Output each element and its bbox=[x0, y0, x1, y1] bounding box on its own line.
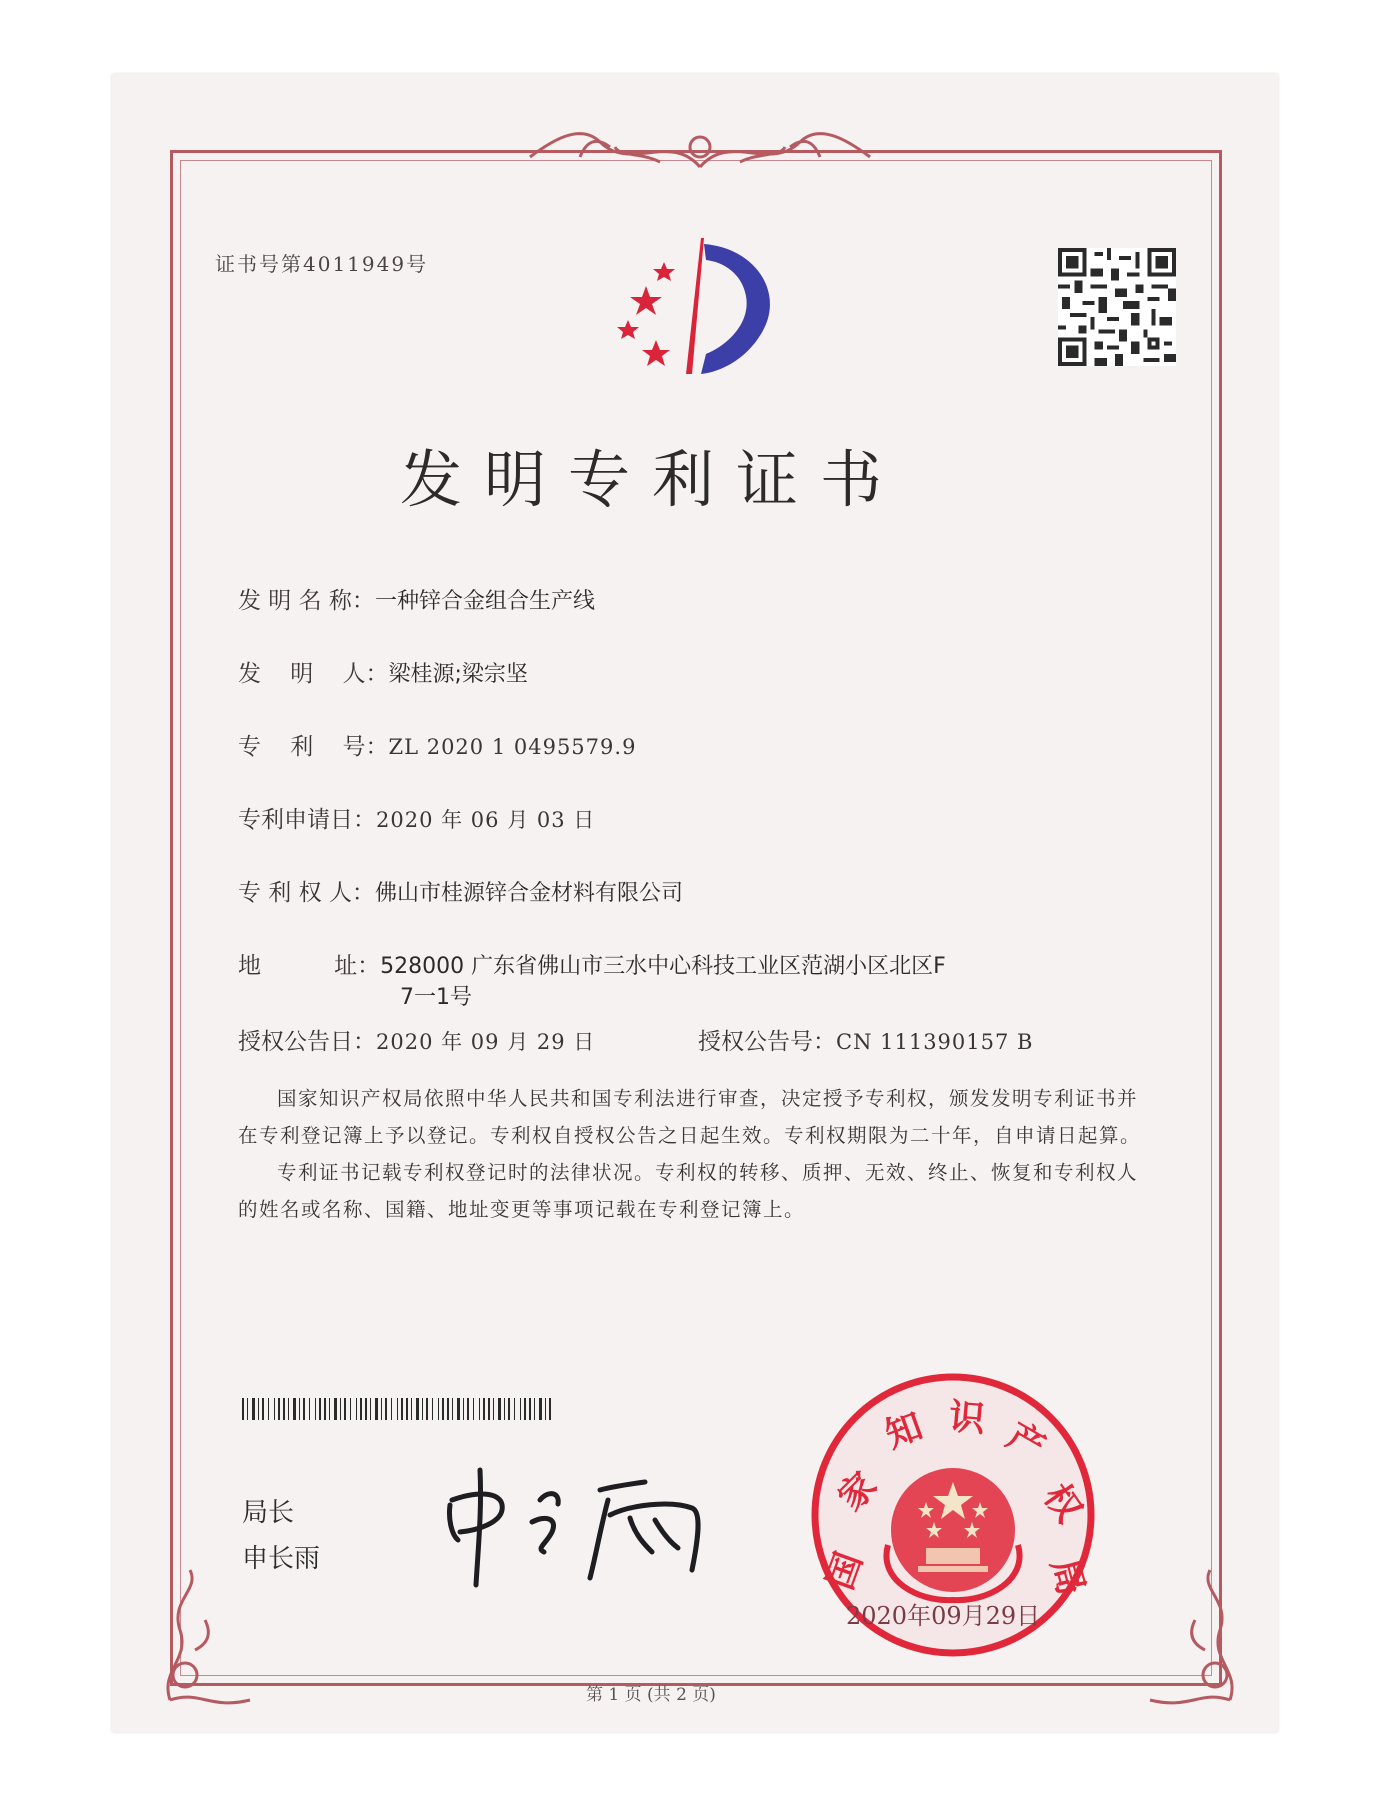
director-signature bbox=[440, 1460, 710, 1590]
svg-text:局: 局 bbox=[1042, 1554, 1092, 1600]
director-name: 申长雨 bbox=[242, 1544, 321, 1574]
seal-date: 2020年09月29日 bbox=[846, 1602, 1041, 1630]
page-indicator: 第 1 页 (共 2 页) bbox=[586, 1685, 716, 1705]
grant-number-value: CN 111390157 B bbox=[836, 1030, 1034, 1054]
address-line-1: 528000 广东省佛山市三水中心科技工业区范湖小区北区F bbox=[380, 954, 946, 979]
grant-date-row bbox=[238, 1023, 595, 1056]
invention-name-value: 一种锌合金组合生产线 bbox=[374, 589, 595, 614]
svg-text:国: 国 bbox=[819, 1547, 871, 1595]
svg-text:家: 家 bbox=[830, 1464, 886, 1520]
filing-date-label: 专利申请日： bbox=[238, 807, 376, 833]
inventor-row bbox=[238, 655, 528, 688]
qr-code-icon bbox=[1058, 248, 1176, 366]
inventor-value: 梁桂源;梁宗坚 bbox=[388, 662, 528, 687]
certificate-number: 证书号第4011949号 bbox=[215, 252, 429, 276]
filing-date-row bbox=[238, 801, 595, 834]
patent-number-label: 专 利 号： bbox=[238, 734, 389, 760]
svg-text:识: 识 bbox=[947, 1396, 987, 1441]
cnipa-logo-icon bbox=[606, 234, 790, 380]
address-row-2 bbox=[400, 980, 472, 1011]
page-title: 发明专利证书 bbox=[400, 443, 905, 516]
patent-number-row bbox=[238, 728, 636, 761]
inventor-label: 发 明 人： bbox=[238, 661, 389, 687]
director-title: 局长 bbox=[242, 1498, 295, 1528]
address-label: 地 址： bbox=[238, 953, 381, 979]
patentee-label: 专 利 权 人： bbox=[238, 880, 375, 906]
svg-text:权: 权 bbox=[1035, 1476, 1090, 1530]
address-row bbox=[238, 947, 946, 980]
invention-name-label: 发 明 名 称： bbox=[238, 588, 375, 614]
bottom-right-ornament bbox=[1130, 1560, 1250, 1710]
legal-paragraph-2: 专利证书记载专利权登记时的法律状况。专利权的转移、质押、无效、终止、恢复和专利权人的姓名或名称、国籍、地址变更等事项记载在专利登记簿上。 bbox=[238, 1161, 1139, 1221]
invention-name-row bbox=[238, 582, 595, 615]
grant-date-value: 2020 年 09 月 29 日 bbox=[376, 1030, 596, 1054]
patentee-row bbox=[238, 874, 683, 907]
grant-date-label: 授权公告日： bbox=[238, 1029, 376, 1055]
patentee-value: 佛山市桂源锌合金材料有限公司 bbox=[374, 881, 683, 906]
legal-statement bbox=[238, 1080, 1158, 1228]
legal-paragraph-1: 国家知识产权局依照中华人民共和国专利法进行审查，决定授予专利权，颁发发明专利证书并在专利登记簿上予以登记。专利权自授权公告之日起生效。专利权期限为二十年，自申请日起算。 bbox=[238, 1087, 1142, 1147]
barcode-icon bbox=[242, 1398, 554, 1420]
filing-date-value: 2020 年 06 月 03 日 bbox=[376, 808, 596, 832]
director-block bbox=[242, 1490, 320, 1582]
grant-number-row bbox=[698, 1023, 1033, 1056]
top-ornament bbox=[520, 112, 880, 182]
patent-number-value: ZL 2020 1 0495579.9 bbox=[388, 735, 637, 759]
grant-number-label: 授权公告号： bbox=[698, 1029, 836, 1055]
address-line-2: 7一1号 bbox=[400, 985, 472, 1010]
bottom-left-ornament bbox=[150, 1560, 270, 1710]
svg-text:知: 知 bbox=[880, 1405, 928, 1457]
svg-text:产: 产 bbox=[999, 1415, 1052, 1469]
